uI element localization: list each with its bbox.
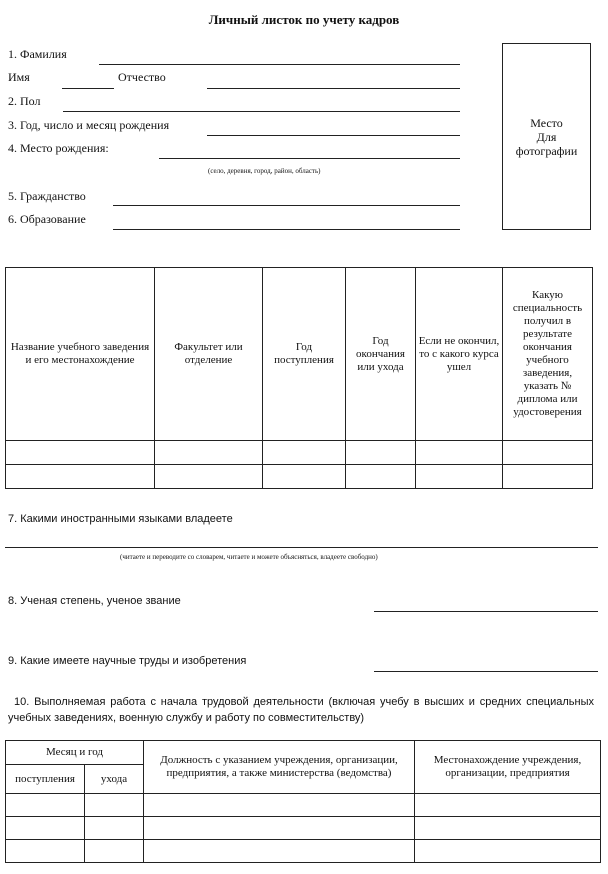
table-cell[interactable]: [415, 817, 601, 840]
name-label: Имя: [8, 70, 30, 84]
table-row: [6, 840, 601, 863]
edu-col-specialty: Какую специальность получил в результате окончания учебного заведения, указать № диплома или удостоверения: [503, 268, 593, 441]
table-cell[interactable]: [346, 441, 416, 465]
table-cell[interactable]: [6, 794, 85, 817]
table-row: [6, 441, 593, 465]
birth-date-label: 3. Год, число и месяц рождения: [8, 118, 170, 132]
birth-place-label: 4. Место рождения:: [8, 141, 109, 155]
languages-field[interactable]: [5, 547, 598, 548]
edu-col-exit-year: Год окончания или ухода: [346, 268, 416, 441]
table-cell[interactable]: [6, 465, 155, 489]
table-cell[interactable]: [144, 794, 415, 817]
work-col-entry: поступления: [6, 765, 85, 794]
work-col-month-year: Месяц и год: [6, 741, 144, 765]
photo-label-line2: Для: [536, 129, 557, 144]
education-table: [5, 267, 593, 489]
table-cell[interactable]: [85, 817, 144, 840]
edu-col-institution: Название учебного заведения и его местонахождение: [6, 268, 155, 441]
table-cell[interactable]: [6, 840, 85, 863]
work-col-position: Должность с указанием учреждения, организации, предприятия, а также министерства (ведомства): [144, 741, 415, 794]
citizenship-field[interactable]: [113, 205, 460, 206]
work-col-location: Местонахождение учреждения, организации, предприятия: [415, 741, 601, 794]
languages-label: 7. Какими иностранными языками владеете: [8, 513, 233, 525]
table-cell[interactable]: [144, 817, 415, 840]
table-cell[interactable]: [6, 817, 85, 840]
table-cell[interactable]: [416, 465, 503, 489]
work-table-header-top: [6, 741, 601, 765]
table-cell[interactable]: [85, 840, 144, 863]
table-cell[interactable]: [346, 465, 416, 489]
works-label: 9. Какие имеете научные труды и изобретения: [8, 655, 247, 667]
table-cell[interactable]: [144, 840, 415, 863]
birth-place-field[interactable]: [159, 158, 460, 159]
table-row: [6, 794, 601, 817]
birth-date-field[interactable]: [207, 135, 460, 136]
table-cell[interactable]: [415, 794, 601, 817]
surname-label: 1. Фамилия: [8, 47, 67, 61]
education-label: 6. Образование: [8, 212, 86, 226]
birth-place-hint: (село, деревня, город, район, область): [208, 167, 321, 175]
edu-col-entry-year: Год поступления: [263, 268, 346, 441]
work-history-table: [5, 740, 601, 863]
table-cell[interactable]: [503, 465, 593, 489]
photo-label-line1: Место: [530, 115, 563, 130]
degree-label: 8. Ученая степень, ученое звание: [8, 595, 181, 607]
degree-field[interactable]: [374, 611, 598, 612]
table-cell[interactable]: [263, 441, 346, 465]
patronymic-field[interactable]: [207, 88, 460, 89]
table-row: [6, 817, 601, 840]
surname-field[interactable]: [99, 64, 460, 65]
table-cell[interactable]: [155, 465, 263, 489]
table-row: [6, 465, 593, 489]
education-field[interactable]: [113, 229, 460, 230]
sex-label: 2. Пол: [8, 94, 41, 108]
photo-placeholder: [502, 43, 591, 230]
edu-col-faculty: Факультет или отделение: [155, 268, 263, 441]
table-cell[interactable]: [503, 441, 593, 465]
works-field[interactable]: [374, 671, 598, 672]
work-history-intro: 10. Выполняемая работа с начала трудовой деятельности (включая учебу в высших и средних специальных учебных заведениях, военную службу и работу по совместительству): [8, 696, 594, 724]
table-cell[interactable]: [6, 441, 155, 465]
patronymic-label: Отчество: [118, 70, 166, 84]
languages-hint: (читаете и переводите со словарем, читаете и можете объясняться, владеете свободно): [120, 553, 378, 561]
table-cell[interactable]: [85, 794, 144, 817]
table-cell[interactable]: [415, 840, 601, 863]
table-cell[interactable]: [263, 465, 346, 489]
table-cell[interactable]: [155, 441, 263, 465]
edu-col-course: Если не окончил, то с какого курса ушел: [416, 268, 503, 441]
work-col-exit: ухода: [85, 765, 144, 794]
education-table-header: [6, 268, 593, 441]
table-cell[interactable]: [416, 441, 503, 465]
page-title: Личный листок по учету кадров: [208, 12, 400, 27]
sex-field[interactable]: [63, 111, 460, 112]
name-field[interactable]: [62, 88, 114, 89]
photo-label-line3: фотографии: [515, 143, 578, 158]
citizenship-label: 5. Гражданство: [8, 189, 86, 203]
